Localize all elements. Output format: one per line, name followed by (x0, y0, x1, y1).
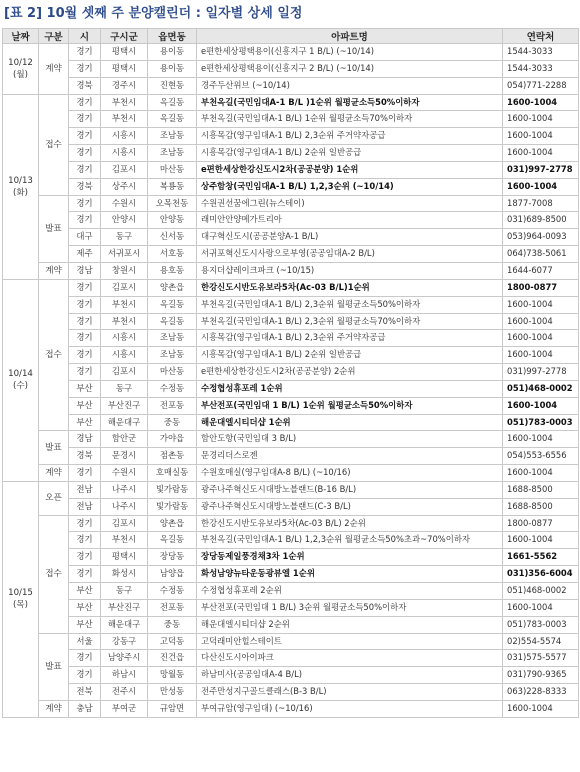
gu-cell: 함안군 (101, 431, 148, 448)
si-cell: 부산 (69, 599, 101, 616)
table-row (3, 397, 579, 414)
si-cell: 경기 (69, 515, 101, 532)
dong-cell: 옥길동 (148, 94, 197, 111)
apartment-cell: 해운대엘시티더샵 1순위 (197, 414, 503, 431)
table-row (3, 431, 579, 448)
si-cell: 부산 (69, 397, 101, 414)
contact-cell: 031)997-2778 (503, 161, 579, 178)
apartment-cell: 한강신도시반도유보라5차(Ac-03 B/L)1순위 (197, 279, 503, 296)
contact-cell: 02)554-5574 (503, 633, 579, 650)
dong-cell: 수정동 (148, 583, 197, 600)
si-cell: 경기 (69, 44, 101, 61)
contact-cell: 1688-8500 (503, 498, 579, 515)
apartment-cell: 화성남양뉴타운동광뷰엘 1순위 (197, 566, 503, 583)
contact-cell: 1800-0877 (503, 515, 579, 532)
gu-cell: 부여군 (101, 700, 148, 717)
gu-cell: 문경시 (101, 448, 148, 465)
contact-cell: 1600-1004 (503, 296, 579, 313)
type-cell: 오픈 (39, 481, 69, 515)
header-date: 날짜 (3, 29, 39, 44)
table-row (3, 616, 579, 633)
si-cell: 경남 (69, 431, 101, 448)
gu-cell: 부천시 (101, 111, 148, 128)
table-row (3, 347, 579, 364)
table-row (3, 145, 579, 162)
contact-cell: 054)553-6556 (503, 448, 579, 465)
si-cell: 경기 (69, 296, 101, 313)
dong-cell: 호매실동 (148, 465, 197, 482)
apartment-cell: 서귀포혁신도시사랑으로부영(공공임대A-2 B/L) (197, 246, 503, 263)
apartment-cell: 래미안안양메가트리아 (197, 212, 503, 229)
table-row (3, 279, 579, 296)
table-row (3, 296, 579, 313)
apartment-cell: 부천옥길(국민임대A-1 B/L) 2,3순위 월평균소득50%이하자 (197, 296, 503, 313)
si-cell: 서울 (69, 633, 101, 650)
contact-cell: 031)790-9365 (503, 667, 579, 684)
gu-cell: 안양시 (101, 212, 148, 229)
contact-cell: 1600-1004 (503, 532, 579, 549)
table-row (3, 650, 579, 667)
si-cell: 경기 (69, 279, 101, 296)
apartment-cell: 광주나주혁신도시대방노블랜드(C-3 B/L) (197, 498, 503, 515)
header-row (3, 29, 579, 44)
si-cell: 제주 (69, 246, 101, 263)
gu-cell: 나주시 (101, 481, 148, 498)
dong-cell: 진건읍 (148, 650, 197, 667)
table-row (3, 633, 579, 650)
dong-cell: 옥길동 (148, 296, 197, 313)
dong-cell: 남양읍 (148, 566, 197, 583)
si-cell: 경기 (69, 111, 101, 128)
contact-cell: 1600-1004 (503, 128, 579, 145)
gu-cell: 김포시 (101, 515, 148, 532)
contact-cell: 063)228-8333 (503, 684, 579, 701)
table-row (3, 128, 579, 145)
apartment-cell: 부천옥길(국민임대A-1 B/L )1순위 월평균소득50%이하자 (197, 94, 503, 111)
gu-cell: 평택시 (101, 44, 148, 61)
si-cell: 경기 (69, 60, 101, 77)
date-cell: 10/13 (화) (3, 94, 39, 279)
dong-cell: 고덕동 (148, 633, 197, 650)
contact-cell: 1877-7008 (503, 195, 579, 212)
si-cell: 경기 (69, 212, 101, 229)
table-row (3, 262, 579, 279)
contact-cell: 1600-1004 (503, 94, 579, 111)
contact-cell: 064)738-5061 (503, 246, 579, 263)
type-cell: 발표 (39, 633, 69, 700)
type-cell: 계약 (39, 465, 69, 482)
gu-cell: 나주시 (101, 498, 148, 515)
apartment-cell: 수원권선꿈에그린(뉴스테이) (197, 195, 503, 212)
gu-cell: 시흥시 (101, 145, 148, 162)
contact-cell: 1600-1004 (503, 330, 579, 347)
contact-cell: 051)468-0002 (503, 583, 579, 600)
date-cell: 10/14 (수) (3, 279, 39, 481)
apartment-cell: 경주두산위브 (~10/14) (197, 77, 503, 94)
dong-cell: 빛가람동 (148, 498, 197, 515)
type-cell: 발표 (39, 431, 69, 465)
gu-cell: 동구 (101, 380, 148, 397)
table-row (3, 161, 579, 178)
dong-cell: 조남동 (148, 145, 197, 162)
apartment-cell: 고덕래미안힐스테이트 (197, 633, 503, 650)
dong-cell: 옥길동 (148, 111, 197, 128)
contact-cell: 1600-1004 (503, 178, 579, 195)
si-cell: 경북 (69, 77, 101, 94)
table-row (3, 364, 579, 381)
table-row (3, 599, 579, 616)
si-cell: 경기 (69, 347, 101, 364)
contact-cell: 031)356-6004 (503, 566, 579, 583)
gu-cell: 부천시 (101, 313, 148, 330)
apartment-cell: 다산신도시아이파크 (197, 650, 503, 667)
schedule-body (3, 44, 579, 718)
contact-cell: 1644-6077 (503, 262, 579, 279)
contact-cell: 1600-1004 (503, 111, 579, 128)
dong-cell: 빛가람동 (148, 481, 197, 498)
si-cell: 전남 (69, 498, 101, 515)
table-row (3, 246, 579, 263)
apartment-cell: e편한세상한강신도시2차(공공분양) 1순위 (197, 161, 503, 178)
contact-cell: 1600-1004 (503, 347, 579, 364)
schedule-table (2, 28, 579, 718)
apartment-cell: 문경리더스로젠 (197, 448, 503, 465)
si-cell: 충남 (69, 700, 101, 717)
apartment-cell: 부산전포(국민임대 1 B/L) 3순위 월평균소득50%이하자 (197, 599, 503, 616)
table-row (3, 44, 579, 61)
contact-cell: 1600-1004 (503, 145, 579, 162)
gu-cell: 시흥시 (101, 347, 148, 364)
apartment-cell: 함안도항(국민임대 3 B/L) (197, 431, 503, 448)
dong-cell: 조남동 (148, 330, 197, 347)
si-cell: 경북 (69, 178, 101, 195)
table-row (3, 178, 579, 195)
table-row (3, 700, 579, 717)
si-cell: 부산 (69, 616, 101, 633)
gu-cell: 화성시 (101, 566, 148, 583)
si-cell: 경기 (69, 549, 101, 566)
table-row (3, 532, 579, 549)
dong-cell: 옥길동 (148, 532, 197, 549)
contact-cell: 1544-3033 (503, 60, 579, 77)
dong-cell: 진현동 (148, 77, 197, 94)
apartment-cell: 부천옥길(국민임대A-1 B/L) 1순위 월평균소득70%이하자 (197, 111, 503, 128)
dong-cell: 마산동 (148, 364, 197, 381)
type-cell: 계약 (39, 262, 69, 279)
gu-cell: 김포시 (101, 279, 148, 296)
table-row (3, 330, 579, 347)
apartment-cell: 용지더샵레이크파크 (~10/15) (197, 262, 503, 279)
apartment-cell: 장당동제일풍경채3차 1순위 (197, 549, 503, 566)
dong-cell: 마산동 (148, 161, 197, 178)
dong-cell: 옥길동 (148, 313, 197, 330)
contact-cell: 1600-1004 (503, 431, 579, 448)
si-cell: 경남 (69, 262, 101, 279)
si-cell: 부산 (69, 380, 101, 397)
gu-cell: 동구 (101, 583, 148, 600)
table-row (3, 212, 579, 229)
header-apartment: 아파트명 (197, 29, 503, 44)
dong-cell: 용이동 (148, 44, 197, 61)
type-cell: 발표 (39, 195, 69, 262)
apartment-cell: 상주함창(국민임대A-1 B/L) 1,2,3순위 (~10/14) (197, 178, 503, 195)
contact-cell: 1600-1004 (503, 397, 579, 414)
contact-cell: 054)771-2288 (503, 77, 579, 94)
gu-cell: 부천시 (101, 532, 148, 549)
table-row (3, 313, 579, 330)
si-cell: 경기 (69, 330, 101, 347)
table-row (3, 195, 579, 212)
table-row (3, 549, 579, 566)
contact-cell: 1800-0877 (503, 279, 579, 296)
table-row (3, 448, 579, 465)
apartment-cell: 광주나주혁신도시대방노블랜드(B-16 B/L) (197, 481, 503, 498)
header-contact: 연락처 (503, 29, 579, 44)
table-row (3, 229, 579, 246)
contact-cell: 1600-1004 (503, 313, 579, 330)
header-type: 구분 (39, 29, 69, 44)
gu-cell: 해운대구 (101, 616, 148, 633)
contact-cell: 053)964-0093 (503, 229, 579, 246)
contact-cell: 051)783-0003 (503, 616, 579, 633)
dong-cell: 수정동 (148, 380, 197, 397)
dong-cell: 장당동 (148, 549, 197, 566)
gu-cell: 경주시 (101, 77, 148, 94)
gu-cell: 부천시 (101, 296, 148, 313)
dong-cell: 점촌동 (148, 448, 197, 465)
gu-cell: 김포시 (101, 364, 148, 381)
si-cell: 경기 (69, 145, 101, 162)
dong-cell: 조남동 (148, 128, 197, 145)
gu-cell: 수원시 (101, 195, 148, 212)
dong-cell: 망월동 (148, 667, 197, 684)
apartment-cell: 부여규암(영구임대) (~10/16) (197, 700, 503, 717)
si-cell: 부산 (69, 583, 101, 600)
gu-cell: 수원시 (101, 465, 148, 482)
dong-cell: 조남동 (148, 347, 197, 364)
apartment-cell: 시흥목감(영구임대A-1 B/L) 2,3순위 주거약자공급 (197, 330, 503, 347)
dong-cell: 양촌읍 (148, 515, 197, 532)
table-row (3, 111, 579, 128)
gu-cell: 시흥시 (101, 128, 148, 145)
apartment-cell: 부산전포(국민임대 1 B/L) 1순위 월평균소득50%이하자 (197, 397, 503, 414)
table-row (3, 684, 579, 701)
dong-cell: 용이동 (148, 60, 197, 77)
type-cell: 계약 (39, 44, 69, 95)
gu-cell: 부산진구 (101, 599, 148, 616)
si-cell: 경기 (69, 94, 101, 111)
si-cell: 경기 (69, 313, 101, 330)
contact-cell: 1544-3033 (503, 44, 579, 61)
dong-cell: 전포동 (148, 599, 197, 616)
contact-cell: 1661-5562 (503, 549, 579, 566)
dong-cell: 규암면 (148, 700, 197, 717)
date-cell: 10/12 (월) (3, 44, 39, 95)
contact-cell: 1600-1004 (503, 700, 579, 717)
table-row (3, 498, 579, 515)
dong-cell: 서호동 (148, 246, 197, 263)
apartment-cell: e편한세상평택용이(신흥지구 1 B/L) (~10/14) (197, 44, 503, 61)
si-cell: 경기 (69, 532, 101, 549)
table-row (3, 481, 579, 498)
gu-cell: 동구 (101, 229, 148, 246)
header-si: 시 (69, 29, 101, 44)
si-cell: 전북 (69, 684, 101, 701)
gu-cell: 전주시 (101, 684, 148, 701)
dong-cell: 중동 (148, 414, 197, 431)
dong-cell: 안양동 (148, 212, 197, 229)
dong-cell: 복룡동 (148, 178, 197, 195)
si-cell: 경기 (69, 195, 101, 212)
contact-cell: 031)689-8500 (503, 212, 579, 229)
table-row (3, 77, 579, 94)
apartment-cell: 시흥목감(영구임대A-1 B/L) 2,3순위 주거약자공급 (197, 128, 503, 145)
gu-cell: 부산진구 (101, 397, 148, 414)
dong-cell: 오목천동 (148, 195, 197, 212)
apartment-cell: 부천옥길(국민임대A-1 B/L) 1,2,3순위 월평균소득50%초과~70%이하자 (197, 532, 503, 549)
gu-cell: 서귀포시 (101, 246, 148, 263)
type-cell: 계약 (39, 700, 69, 717)
dong-cell: 전포동 (148, 397, 197, 414)
si-cell: 대구 (69, 229, 101, 246)
table-row (3, 94, 579, 111)
type-cell: 접수 (39, 515, 69, 633)
contact-cell: 031)575-5577 (503, 650, 579, 667)
apartment-cell: e편한세상평택용이(신흥지구 2 B/L) (~10/14) (197, 60, 503, 77)
contact-cell: 1688-8500 (503, 481, 579, 498)
dong-cell: 만성동 (148, 684, 197, 701)
si-cell: 경기 (69, 364, 101, 381)
gu-cell: 상주시 (101, 178, 148, 195)
date-cell: 10/15 (목) (3, 481, 39, 717)
si-cell: 경기 (69, 161, 101, 178)
dong-cell: 가야읍 (148, 431, 197, 448)
gu-cell: 김포시 (101, 161, 148, 178)
apartment-cell: 부천옥길(국민임대A-1 B/L) 2,3순위 월평균소득70%이하자 (197, 313, 503, 330)
apartment-cell: 전주만성지구골드클래스(B-3 B/L) (197, 684, 503, 701)
table-row (3, 60, 579, 77)
apartment-cell: e편한세상한강신도시2차(공공분양) 2순위 (197, 364, 503, 381)
contact-cell: 051)468-0002 (503, 380, 579, 397)
header-gu: 구시군 (101, 29, 148, 44)
table-row (3, 465, 579, 482)
si-cell: 경기 (69, 650, 101, 667)
dong-cell: 양촌읍 (148, 279, 197, 296)
dong-cell: 신서동 (148, 229, 197, 246)
si-cell: 경기 (69, 465, 101, 482)
table-title: [표 2] 10월 셋째 주 분양캘린더 : 일자별 상세 일정 (4, 6, 303, 21)
apartment-cell: 시흥목감(영구임대A-1 B/L) 2순위 일반공급 (197, 145, 503, 162)
gu-cell: 평택시 (101, 60, 148, 77)
table-row (3, 566, 579, 583)
table-row (3, 583, 579, 600)
type-cell: 접수 (39, 94, 69, 195)
apartment-cell: 수원호매실(영구임대A-8 B/L) (~10/16) (197, 465, 503, 482)
apartment-cell: 하남미사(공공임대A-4 B/L) (197, 667, 503, 684)
table-row (3, 380, 579, 397)
table-row (3, 667, 579, 684)
gu-cell: 시흥시 (101, 330, 148, 347)
gu-cell: 부천시 (101, 94, 148, 111)
type-cell: 접수 (39, 279, 69, 431)
apartment-cell: 수정협성휴포레 1순위 (197, 380, 503, 397)
gu-cell: 창원시 (101, 262, 148, 279)
gu-cell: 강동구 (101, 633, 148, 650)
contact-cell: 051)783-0003 (503, 414, 579, 431)
gu-cell: 하남시 (101, 667, 148, 684)
contact-cell: 1600-1004 (503, 465, 579, 482)
gu-cell: 해운대구 (101, 414, 148, 431)
header-dong: 읍면동 (148, 29, 197, 44)
si-cell: 경북 (69, 448, 101, 465)
apartment-cell: 해운대엘시티더샵 2순위 (197, 616, 503, 633)
table-row (3, 414, 579, 431)
dong-cell: 중동 (148, 616, 197, 633)
gu-cell: 남양주시 (101, 650, 148, 667)
contact-cell: 1600-1004 (503, 599, 579, 616)
si-cell: 경기 (69, 566, 101, 583)
si-cell: 부산 (69, 414, 101, 431)
si-cell: 경기 (69, 128, 101, 145)
table-row (3, 515, 579, 532)
apartment-cell: 수정협성휴포레 2순위 (197, 583, 503, 600)
apartment-cell: 대구혁신도시(공공분양A-1 B/L) (197, 229, 503, 246)
apartment-cell: 한강신도시반도유보라5차(Ac-03 B/L) 2순위 (197, 515, 503, 532)
contact-cell: 031)997-2778 (503, 364, 579, 381)
si-cell: 전남 (69, 481, 101, 498)
apartment-cell: 시흥목감(영구임대A-1 B/L) 2순위 일반공급 (197, 347, 503, 364)
dong-cell: 용호동 (148, 262, 197, 279)
si-cell: 경기 (69, 667, 101, 684)
gu-cell: 평택시 (101, 549, 148, 566)
